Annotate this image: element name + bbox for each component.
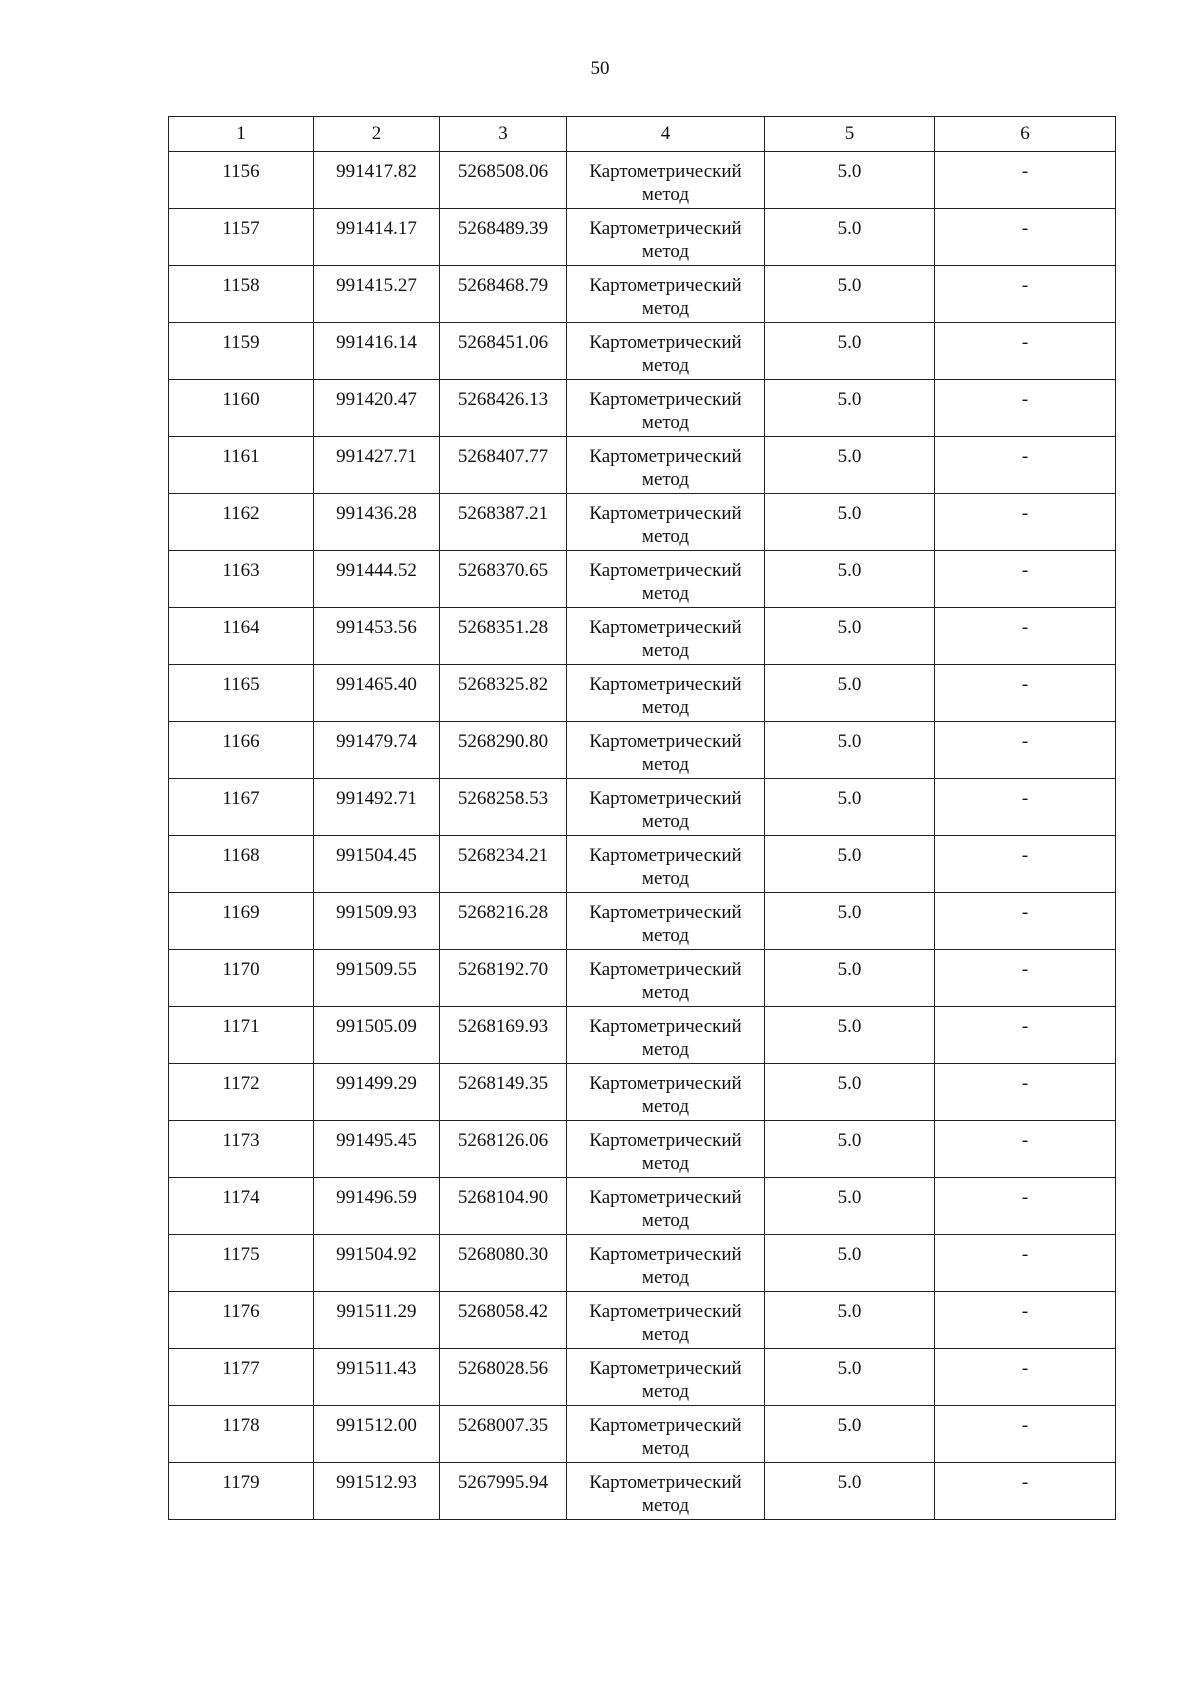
method-line1: Картометрический [589,446,742,467]
table-row [169,266,1116,323]
y-coordinate-cell: 5268192.70 [440,950,567,1007]
x-coordinate-cell: 991453.56 [314,608,440,665]
note-cell: - [935,1349,1116,1406]
note-cell: - [935,722,1116,779]
method-line2: метод [641,811,690,832]
note-cell: - [935,1406,1116,1463]
method-line1: Картометрический [589,788,742,809]
table-row [169,209,1116,266]
accuracy-cell: 5.0 [765,1292,935,1349]
table-row [169,1121,1116,1178]
x-coordinate-cell: 991509.93 [314,893,440,950]
table-row [169,1292,1116,1349]
method-cell [567,551,765,608]
accuracy-cell: 5.0 [765,152,935,209]
point-number-cell: 1158 [169,266,314,323]
accuracy-cell: 5.0 [765,1121,935,1178]
method-line2: метод [641,754,690,775]
accuracy-cell: 5.0 [765,836,935,893]
method-line2: метод [641,184,690,205]
method-line1: Картометрический [589,503,742,524]
point-number-cell: 1173 [169,1121,314,1178]
method-line1: Картометрический [589,731,742,752]
column-header: 2 [314,117,440,152]
accuracy-cell: 5.0 [765,437,935,494]
method-line1: Картометрический [589,617,742,638]
y-coordinate-cell: 5267995.94 [440,1463,567,1520]
note-cell: - [935,950,1116,1007]
method-line1: Картометрический [589,1301,742,1322]
method-cell [567,1406,765,1463]
method-cell [567,1235,765,1292]
method-cell [567,1121,765,1178]
table-row [169,1463,1116,1520]
method-cell [567,608,765,665]
method-line1: Картометрический [589,275,742,296]
method-cell [567,209,765,266]
accuracy-cell: 5.0 [765,323,935,380]
method-cell [567,1178,765,1235]
table-row [169,1349,1116,1406]
method-cell [567,323,765,380]
table-row [169,323,1116,380]
method-line2: метод [641,1153,690,1174]
column-header: 6 [935,117,1116,152]
point-number-cell: 1172 [169,1064,314,1121]
method-line2: метод [641,469,690,490]
note-cell: - [935,1007,1116,1064]
accuracy-cell: 5.0 [765,1463,935,1520]
point-number-cell: 1162 [169,494,314,551]
note-cell: - [935,209,1116,266]
point-number-cell: 1177 [169,1349,314,1406]
y-coordinate-cell: 5268451.06 [440,323,567,380]
x-coordinate-cell: 991444.52 [314,551,440,608]
method-line2: метод [641,1495,690,1516]
method-cell [567,1064,765,1121]
method-cell [567,1292,765,1349]
note-cell: - [935,1235,1116,1292]
accuracy-cell: 5.0 [765,950,935,1007]
x-coordinate-cell: 991512.93 [314,1463,440,1520]
point-number-cell: 1168 [169,836,314,893]
accuracy-cell: 5.0 [765,1178,935,1235]
column-header: 4 [567,117,765,152]
note-cell: - [935,152,1116,209]
method-line2: метод [641,1267,690,1288]
table-row [169,494,1116,551]
method-line2: метод [641,925,690,946]
table-row [169,551,1116,608]
note-cell: - [935,266,1116,323]
method-line2: метод [641,526,690,547]
method-line1: Картометрический [589,1073,742,1094]
note-cell: - [935,1463,1116,1520]
y-coordinate-cell: 5268407.77 [440,437,567,494]
y-coordinate-cell: 5268028.56 [440,1349,567,1406]
note-cell: - [935,1178,1116,1235]
table-row [169,836,1116,893]
method-cell [567,950,765,1007]
table-row [169,1235,1116,1292]
note-cell: - [935,323,1116,380]
table-row [169,1007,1116,1064]
x-coordinate-cell: 991499.29 [314,1064,440,1121]
column-header: 5 [765,117,935,152]
method-line2: метод [641,1438,690,1459]
method-cell [567,836,765,893]
x-coordinate-cell: 991511.43 [314,1349,440,1406]
method-line2: метод [641,412,690,433]
method-line1: Картометрический [589,1472,742,1493]
coordinates-table [168,116,1116,1520]
method-line2: метод [641,355,690,376]
y-coordinate-cell: 5268080.30 [440,1235,567,1292]
table-row [169,665,1116,722]
accuracy-cell: 5.0 [765,494,935,551]
y-coordinate-cell: 5268370.65 [440,551,567,608]
point-number-cell: 1174 [169,1178,314,1235]
note-cell: - [935,437,1116,494]
point-number-cell: 1159 [169,323,314,380]
point-number-cell: 1176 [169,1292,314,1349]
y-coordinate-cell: 5268468.79 [440,266,567,323]
accuracy-cell: 5.0 [765,1007,935,1064]
accuracy-cell: 5.0 [765,209,935,266]
point-number-cell: 1169 [169,893,314,950]
point-number-cell: 1157 [169,209,314,266]
note-cell: - [935,665,1116,722]
method-line2: метод [641,640,690,661]
method-cell [567,494,765,551]
table-row [169,950,1116,1007]
method-cell [567,893,765,950]
x-coordinate-cell: 991495.45 [314,1121,440,1178]
method-cell [567,152,765,209]
y-coordinate-cell: 5268126.06 [440,1121,567,1178]
method-line1: Картометрический [589,845,742,866]
table-header-row [169,117,1116,152]
x-coordinate-cell: 991479.74 [314,722,440,779]
note-cell: - [935,494,1116,551]
y-coordinate-cell: 5268104.90 [440,1178,567,1235]
x-coordinate-cell: 991509.55 [314,950,440,1007]
note-cell: - [935,551,1116,608]
y-coordinate-cell: 5268508.06 [440,152,567,209]
method-line2: метод [641,1096,690,1117]
point-number-cell: 1166 [169,722,314,779]
method-line1: Картометрический [589,1016,742,1037]
point-number-cell: 1163 [169,551,314,608]
method-line2: метод [641,982,690,1003]
method-cell [567,437,765,494]
point-number-cell: 1167 [169,779,314,836]
method-line1: Картометрический [589,1358,742,1379]
y-coordinate-cell: 5268234.21 [440,836,567,893]
y-coordinate-cell: 5268290.80 [440,722,567,779]
table-row [169,437,1116,494]
y-coordinate-cell: 5268387.21 [440,494,567,551]
accuracy-cell: 5.0 [765,1406,935,1463]
method-line1: Картометрический [589,389,742,410]
table-body [169,152,1116,1520]
method-cell [567,779,765,836]
y-coordinate-cell: 5268169.93 [440,1007,567,1064]
y-coordinate-cell: 5268489.39 [440,209,567,266]
y-coordinate-cell: 5268351.28 [440,608,567,665]
method-cell [567,1007,765,1064]
x-coordinate-cell: 991504.92 [314,1235,440,1292]
note-cell: - [935,380,1116,437]
accuracy-cell: 5.0 [765,551,935,608]
x-coordinate-cell: 991504.45 [314,836,440,893]
note-cell: - [935,779,1116,836]
note-cell: - [935,1064,1116,1121]
table-row [169,893,1116,950]
point-number-cell: 1179 [169,1463,314,1520]
method-line1: Картометрический [589,332,742,353]
method-line2: метод [641,868,690,889]
accuracy-cell: 5.0 [765,608,935,665]
x-coordinate-cell: 991465.40 [314,665,440,722]
page-number: 50 [590,58,610,79]
note-cell: - [935,836,1116,893]
x-coordinate-cell: 991511.29 [314,1292,440,1349]
y-coordinate-cell: 5268058.42 [440,1292,567,1349]
accuracy-cell: 5.0 [765,1064,935,1121]
x-coordinate-cell: 991496.59 [314,1178,440,1235]
table-row [169,608,1116,665]
method-line1: Картометрический [589,218,742,239]
accuracy-cell: 5.0 [765,893,935,950]
method-cell [567,380,765,437]
method-line1: Картометрический [589,959,742,980]
y-coordinate-cell: 5268007.35 [440,1406,567,1463]
accuracy-cell: 5.0 [765,779,935,836]
point-number-cell: 1156 [169,152,314,209]
x-coordinate-cell: 991414.17 [314,209,440,266]
point-number-cell: 1161 [169,437,314,494]
accuracy-cell: 5.0 [765,1235,935,1292]
note-cell: - [935,608,1116,665]
method-line1: Картометрический [589,674,742,695]
table-row [169,1178,1116,1235]
method-line2: метод [641,1324,690,1345]
method-cell [567,665,765,722]
method-line2: метод [641,241,690,262]
method-cell [567,722,765,779]
accuracy-cell: 5.0 [765,1349,935,1406]
note-cell: - [935,1292,1116,1349]
x-coordinate-cell: 991436.28 [314,494,440,551]
column-header: 1 [169,117,314,152]
method-cell [567,1349,765,1406]
method-line1: Картометрический [589,1187,742,1208]
accuracy-cell: 5.0 [765,722,935,779]
method-line1: Картометрический [589,560,742,581]
method-line2: метод [641,298,690,319]
column-header: 3 [440,117,567,152]
method-line1: Картометрический [589,1415,742,1436]
point-number-cell: 1165 [169,665,314,722]
y-coordinate-cell: 5268426.13 [440,380,567,437]
point-number-cell: 1178 [169,1406,314,1463]
x-coordinate-cell: 991492.71 [314,779,440,836]
x-coordinate-cell: 991417.82 [314,152,440,209]
note-cell: - [935,1121,1116,1178]
x-coordinate-cell: 991420.47 [314,380,440,437]
y-coordinate-cell: 5268325.82 [440,665,567,722]
table-row [169,722,1116,779]
method-line2: метод [641,1039,690,1060]
point-number-cell: 1171 [169,1007,314,1064]
point-number-cell: 1170 [169,950,314,1007]
x-coordinate-cell: 991415.27 [314,266,440,323]
table-row [169,779,1116,836]
method-cell [567,1463,765,1520]
accuracy-cell: 5.0 [765,266,935,323]
method-line1: Картометрический [589,902,742,923]
table-row [169,1406,1116,1463]
method-line1: Картометрический [589,1130,742,1151]
table-row [169,380,1116,437]
table-row [169,1064,1116,1121]
note-cell: - [935,893,1116,950]
point-number-cell: 1160 [169,380,314,437]
x-coordinate-cell: 991512.00 [314,1406,440,1463]
accuracy-cell: 5.0 [765,380,935,437]
point-number-cell: 1175 [169,1235,314,1292]
x-coordinate-cell: 991505.09 [314,1007,440,1064]
point-number-cell: 1164 [169,608,314,665]
table-row [169,152,1116,209]
method-line1: Картометрический [589,161,742,182]
accuracy-cell: 5.0 [765,665,935,722]
method-cell [567,266,765,323]
method-line2: метод [641,1210,690,1231]
method-line2: метод [641,583,690,604]
x-coordinate-cell: 991427.71 [314,437,440,494]
y-coordinate-cell: 5268216.28 [440,893,567,950]
method-line2: метод [641,1381,690,1402]
x-coordinate-cell: 991416.14 [314,323,440,380]
y-coordinate-cell: 5268149.35 [440,1064,567,1121]
method-line1: Картометрический [589,1244,742,1265]
y-coordinate-cell: 5268258.53 [440,779,567,836]
method-line2: метод [641,697,690,718]
